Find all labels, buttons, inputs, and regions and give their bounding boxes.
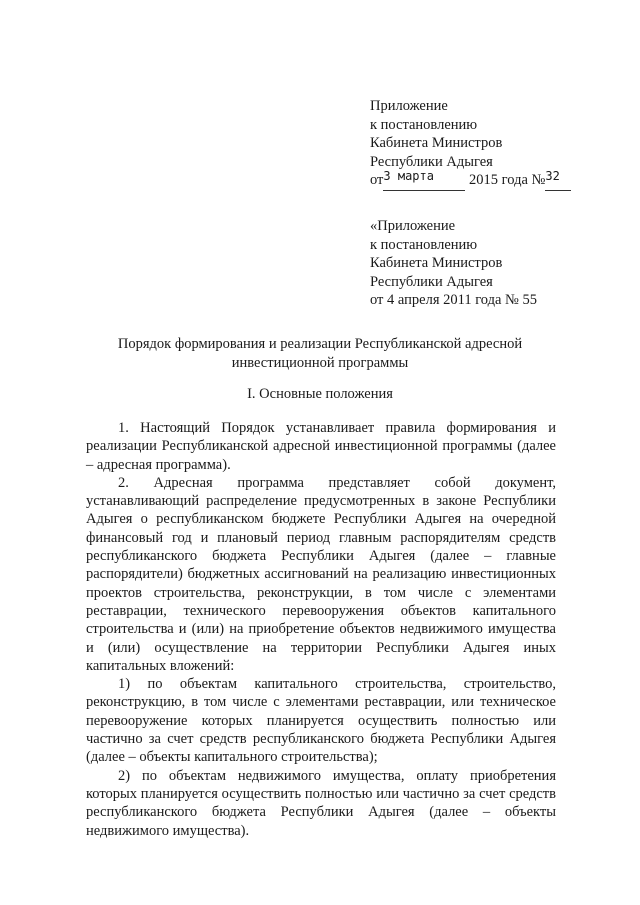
paragraph-4: 2) по объектам недвижимого имущества, оплату приобретения которых планируется осуществить полностью или частично за счет средств республиканского бюджета Республики Адыгея (далее – объекты недвижимого имущества). xyxy=(86,767,556,839)
approval-stamp xyxy=(370,97,571,191)
approval-line-2: к постановлению xyxy=(370,116,478,133)
approval-date-line xyxy=(370,171,571,191)
prior-line-5: от 4 апреля 2011 года № 55 xyxy=(370,292,538,308)
approval-day-month: 3 марта xyxy=(383,169,434,183)
prior-line-3: Кабинета Министров xyxy=(370,255,503,271)
approval-year: 2015 года № xyxy=(469,172,546,188)
document-body xyxy=(86,419,556,840)
document-title: Порядок формирования и реализации Республиканской адресной инвестиционной программы xyxy=(117,336,523,371)
paragraph-2: 2. Адресная программа представляет собой документ, устанавливающий распределение предусмотренных в законе Республики Адыгея о республиканском бюджете Республики Адыгея на очередной финансовый год и плановый период главным распорядителям средств республиканского бюджета Республики Адыгея (далее – главные распорядители) бюджетных ассигнований на реализацию инвестиционных проектов строительства, реконструкции, в том числе с элементами реставрации, технического перевооружения объектов капитального строительства и (или) на приобретение объектов недвижимого имущества и (или) осуществление на территории Республики Адыгея иных капитальных вложений: xyxy=(86,474,556,674)
prior-approval xyxy=(370,217,537,310)
prior-line-2: к постановлению xyxy=(370,236,478,253)
approval-number: 32 xyxy=(545,169,560,183)
approval-from: от xyxy=(370,172,384,188)
paragraph-1: 1. Настоящий Порядок устанавливает правила формирования и реализации Республиканской адресной инвестиционной программы (далее – адресная программа). xyxy=(86,420,556,473)
prior-line-4: Республики Адыгея xyxy=(370,273,493,290)
approval-line-3: Кабинета Министров xyxy=(370,135,503,151)
approval-line-4: Республики Адыгея xyxy=(370,153,493,170)
approval-line-1: Приложение xyxy=(370,98,448,114)
prior-line-1: «Приложение xyxy=(370,218,456,234)
section-heading: I. Основные положения xyxy=(247,386,393,402)
paragraph-3: 1) по объектам капитального строительства, строительство, реконструкцию, в том числе с элементами реставрации, или техническое перевооружение которых планируется осуществить полностью или частично за счет средств республиканского бюджета Республики Адыгея (далее – объекты капитального строительства); xyxy=(86,676,556,766)
